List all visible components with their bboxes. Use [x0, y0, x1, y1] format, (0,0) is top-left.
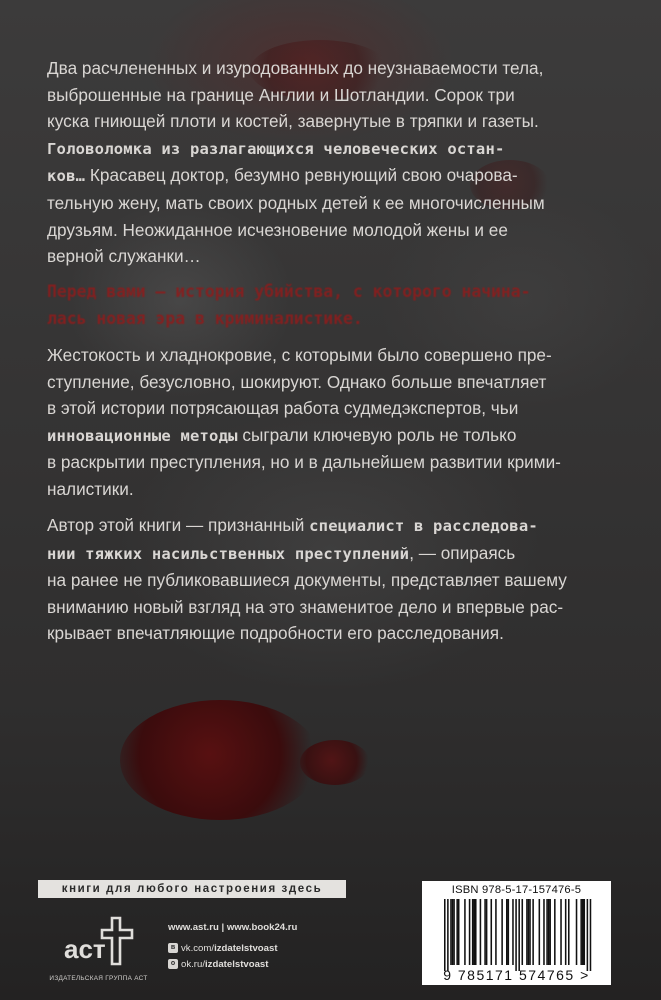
ok-icon: о: [168, 959, 178, 969]
intro-line-8: верной служанки…: [47, 246, 201, 267]
barcode-bar: [453, 899, 455, 965]
p3-line-2: [47, 540, 607, 568]
p2-line-4: [47, 422, 607, 450]
barcode-bar: [472, 899, 474, 965]
barcode-bar: [480, 899, 482, 965]
barcode-bar: [522, 899, 524, 965]
barcode-bar: [486, 899, 488, 965]
barcode-bar: [565, 899, 567, 965]
barcode-bar: [518, 899, 520, 971]
ok-link[interactable]: [168, 959, 368, 970]
third-paragraph: [47, 512, 607, 647]
intro-line-7: друзьям. Неожиданное исчезновение молодой жены и ее: [47, 219, 508, 240]
red-statement: [47, 278, 607, 332]
red-statement-line-1: Перед вами — история убийства, с которого начина-: [47, 282, 531, 301]
intro-line-1: Два расчлененных и изуродованных до неузнаваемости тела,: [47, 58, 544, 78]
barcode-bar: [444, 899, 446, 971]
highlight-phrase-end: ков…: [47, 167, 86, 186]
red-statement-line-2: лась новая эра в криминалистике.: [47, 309, 363, 328]
highlight-specialist: специалист в расследова-: [309, 517, 538, 535]
barcode-bar: [491, 899, 493, 965]
barcode-bar: [508, 899, 510, 965]
intro-line-6: тельную жену, мать своих родных детей к ее многочисленным: [47, 192, 545, 213]
p2-line-5: в раскрытии преступления, но и в дальнейшем развитии крими-: [47, 452, 561, 473]
p3-line-1-text: Автор этой книги — признанный: [47, 515, 310, 535]
ast-logo: [60, 914, 140, 974]
barcode-bar: [548, 899, 550, 965]
p3-line-1: [47, 512, 607, 540]
p2-line-4-text: сыграли ключевую роль не только: [237, 424, 517, 445]
barcode-bar: [582, 899, 584, 965]
blood-stain-bottom: [120, 700, 320, 820]
p2-line-6: налистики.: [47, 478, 134, 499]
barcode-bar: [568, 899, 570, 965]
barcode-bar: [447, 899, 449, 971]
barcode-bar: [464, 899, 466, 965]
intro-paragraph: [47, 55, 607, 270]
p3-line-2-text: , — опираясь: [409, 542, 516, 563]
logo-text: аст: [64, 934, 106, 964]
barcode-bar: [584, 899, 586, 965]
vk-prefix: vk.com/: [181, 943, 215, 954]
barcode-bar: [495, 899, 497, 965]
barcode-bar: [452, 899, 454, 965]
blood-stain-bottom-small: [300, 740, 370, 785]
publisher-label: ИЗДАТЕЛЬСКАЯ ГРУППА АСТ: [49, 975, 148, 982]
highlight-phrase: Головоломка из разлагающихся человеческих остан-: [47, 139, 505, 158]
p2-line-2: ступление, безусловно, шокируют. Однако больше впечатляет: [47, 371, 547, 392]
barcode-bar: [512, 899, 514, 965]
p2-line-3: в этой истории потрясающая работа судмедэкспертов, чьи: [47, 398, 519, 419]
barcode-bar: [576, 899, 578, 965]
highlight-methods: инновационные методы: [47, 426, 238, 445]
barcode-bar: [554, 899, 556, 965]
barcode-bar: [546, 899, 548, 965]
barcode-bar: [515, 899, 517, 971]
barcode-bar: [543, 899, 545, 965]
barcode-bar: [475, 899, 477, 965]
website-links[interactable]: www.ast.ru | www.book24.ru: [168, 922, 298, 933]
p3-line-3: на ранее не публиковавшиеся документы, представляет вашему: [47, 570, 567, 591]
intro-line-2: выброшенные на границе Англии и Шотландии. Сорок три: [47, 84, 515, 105]
barcode-bar: [458, 899, 460, 965]
barcode-panel: [422, 881, 611, 985]
ok-handle: izdatelstvoast: [205, 959, 269, 970]
p2-line-1: Жестокость и хладнокровие, с которыми было совершено пре-: [47, 345, 552, 365]
barcode-bar: [549, 899, 551, 965]
barcode-bar: [539, 899, 541, 965]
vk-icon: в: [168, 943, 178, 953]
tagline-banner: книги для любого настроения здесь: [38, 880, 346, 898]
barcode-bar: [473, 899, 475, 965]
barcode-bar: [501, 899, 503, 965]
intro-line-5-text: Красавец доктор, безумно ревнующий свою очарова-: [85, 165, 518, 186]
p3-line-4: вниманию новый взгляд на это знаменитое дело и впервые рас-: [47, 596, 564, 617]
barcode-bar: [528, 899, 530, 965]
intro-line-3: куска гниющей плоти и костей, завернутые в тряпки и газеты.: [47, 111, 539, 132]
barcode-bar: [580, 899, 582, 965]
vk-link[interactable]: [168, 943, 368, 954]
highlight-crimes: нии тяжких насильственных преступлений: [47, 544, 410, 563]
barcode-bar: [526, 899, 528, 965]
vk-handle: izdatelstvoast: [214, 943, 278, 954]
barcode-bar: [484, 899, 486, 965]
barcode-bar: [450, 899, 452, 965]
barcode-bar: [532, 899, 534, 965]
barcode-bar: [590, 899, 592, 971]
barcode-number: 9 785171 574765 >: [443, 967, 590, 983]
intro-line-4: [47, 135, 607, 163]
barcode-bar: [456, 899, 458, 965]
isbn-label: ISBN 978-5-17-157476-5: [451, 884, 582, 896]
barcode-bar: [587, 899, 589, 971]
barcode-bar: [469, 899, 471, 965]
intro-line-5: [47, 162, 607, 190]
p3-line-5: крывает впечатляющие подробности его расследования.: [47, 623, 504, 644]
barcode-bar: [560, 899, 562, 965]
barcode-bar: [506, 899, 508, 965]
second-paragraph: [47, 342, 607, 503]
barcode-bar: [529, 899, 531, 965]
ok-prefix: ok.ru/: [181, 959, 205, 970]
